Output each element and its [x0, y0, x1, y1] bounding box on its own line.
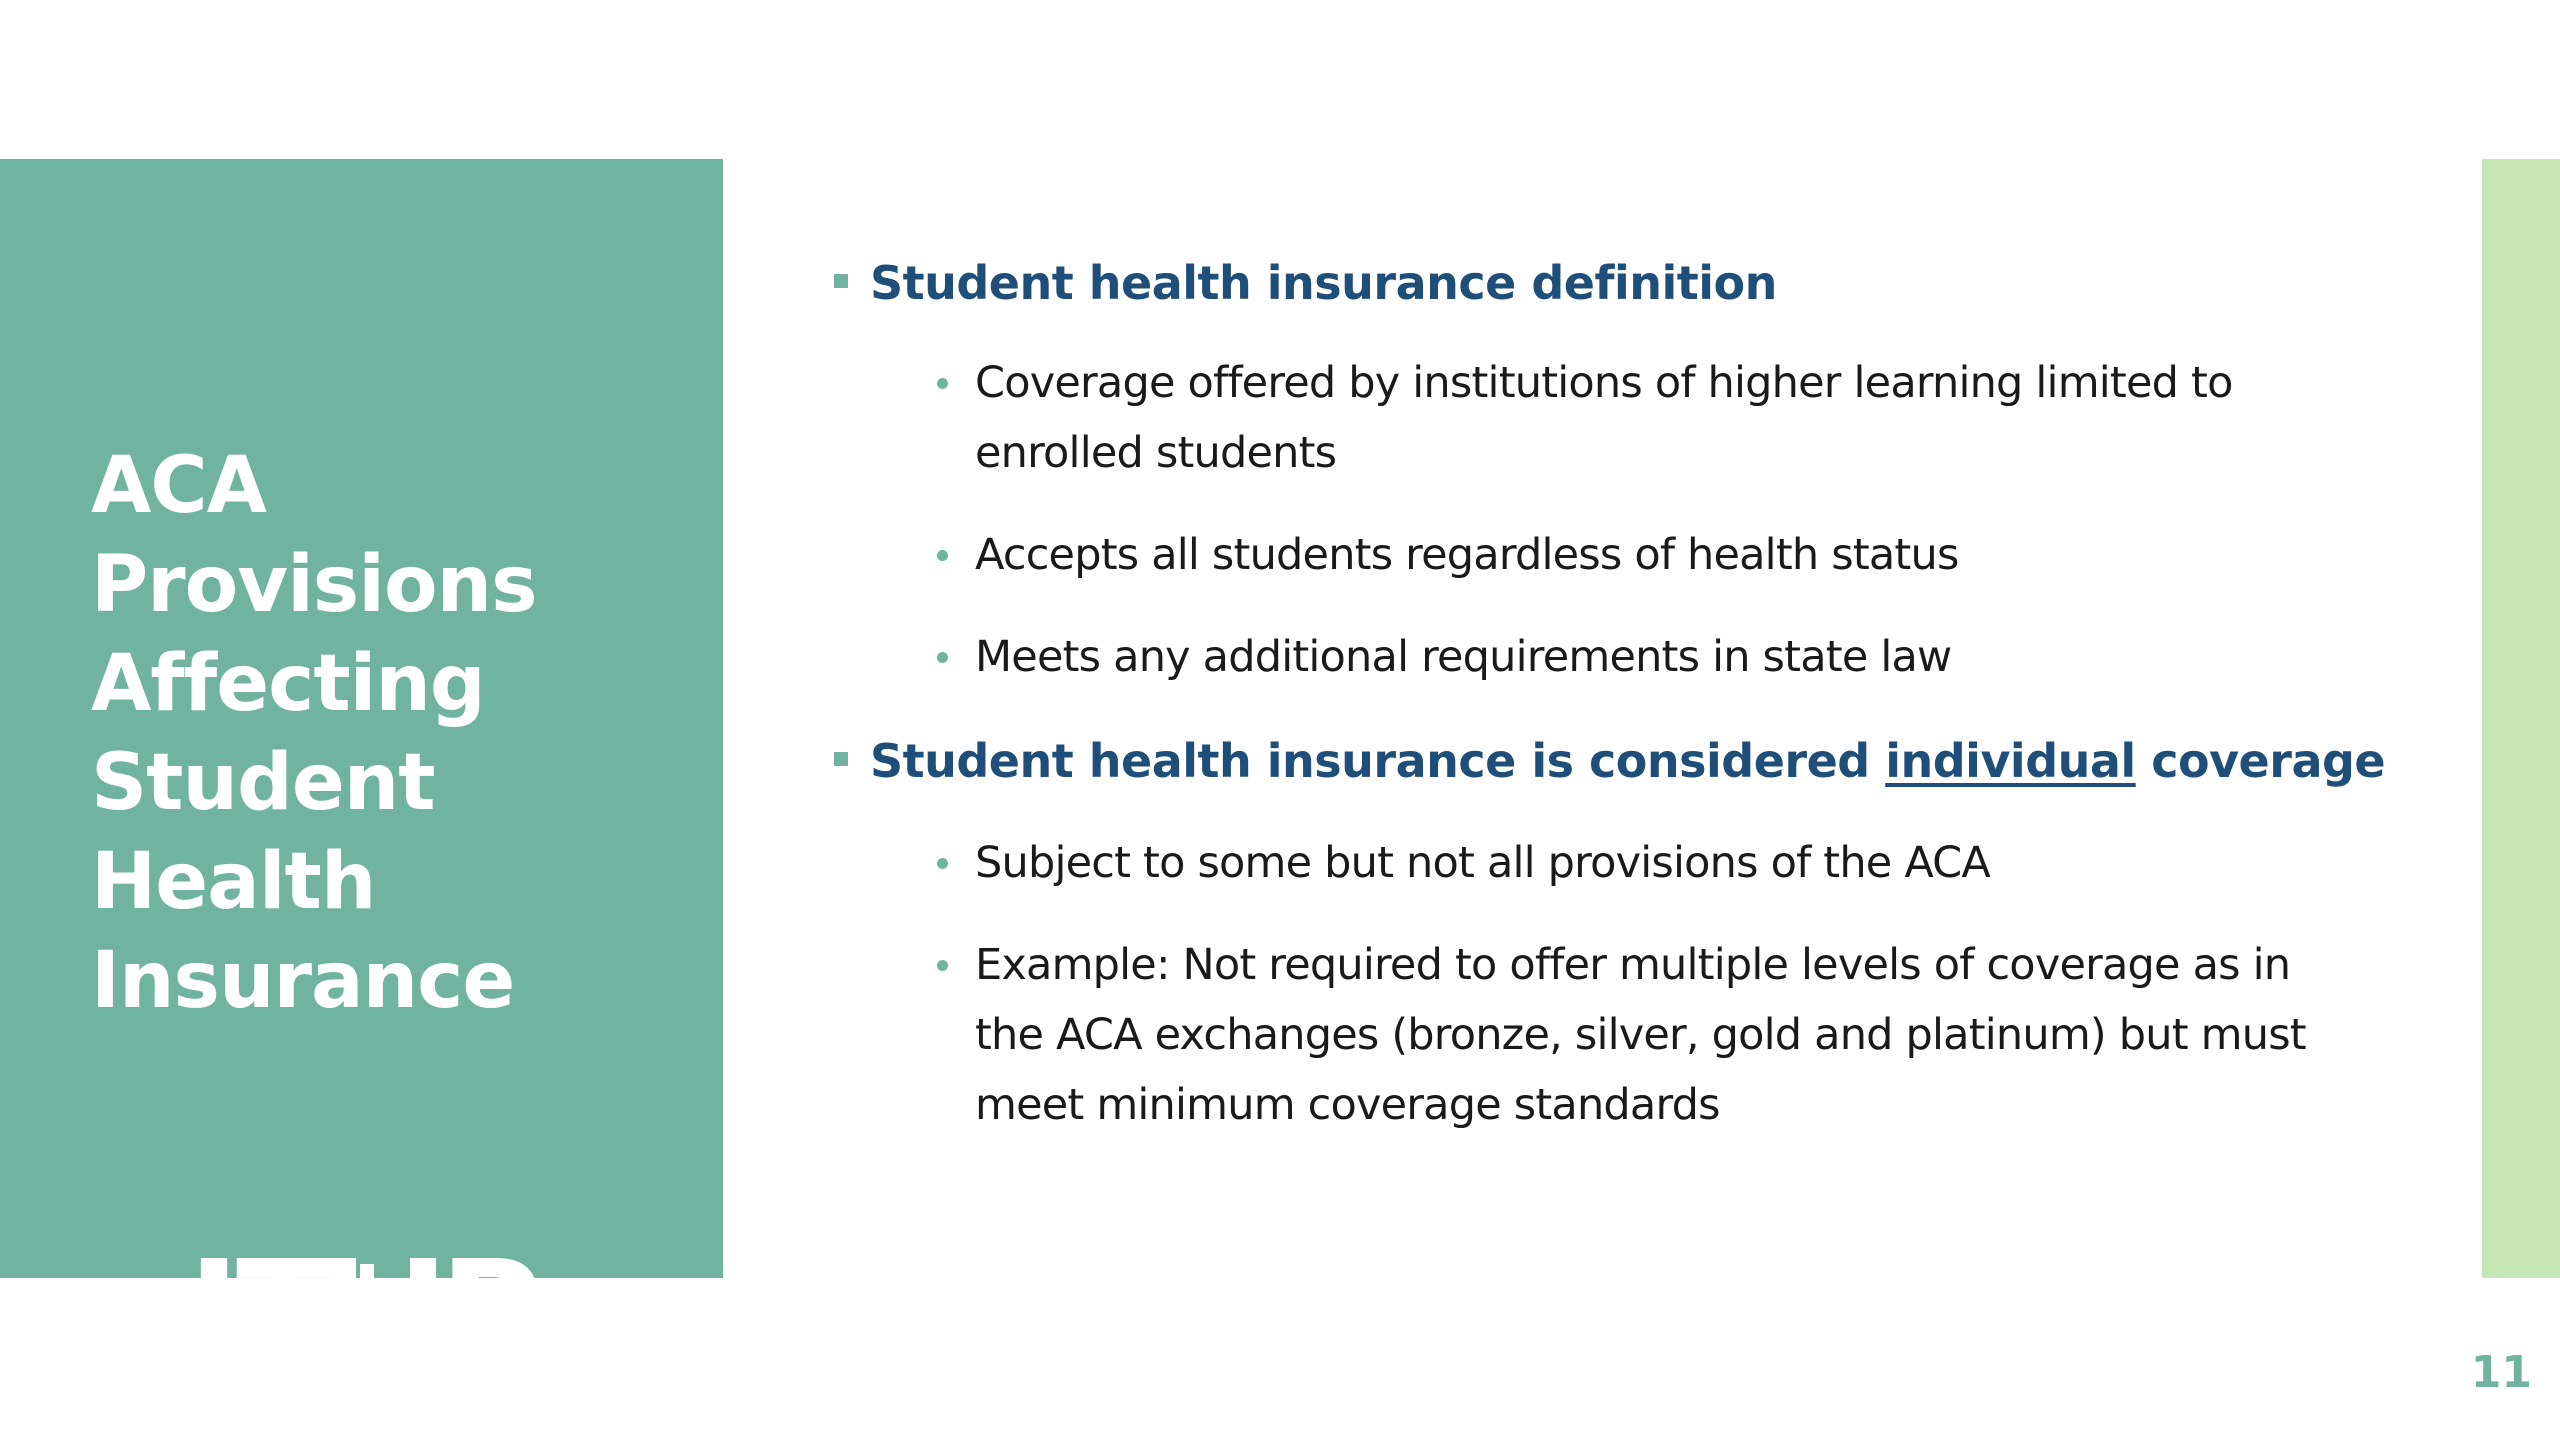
california-u-icon	[330, 1258, 436, 1370]
logo-mark	[188, 1231, 556, 1394]
square-bullet-icon	[834, 752, 848, 766]
sub-bullet	[832, 930, 2322, 1140]
slide-content	[832, 248, 2386, 1140]
square-bullet-icon	[834, 274, 848, 288]
accent-bar	[2482, 159, 2560, 1278]
bullet-heading-text: coverage	[2135, 734, 2386, 788]
sub-bullet	[832, 828, 2322, 898]
logo-letters-left: IT	[188, 1231, 328, 1394]
sub-bullet	[832, 622, 2322, 692]
title-line: Affecting	[91, 639, 485, 729]
page-number: 11	[2470, 1347, 2532, 1398]
dot-bullet-icon	[937, 652, 948, 663]
sub-bullet-text: Coverage offered by institutions of higher learning limited to enrolled students	[975, 358, 2233, 478]
bullet-heading-text: Student health insurance definition	[870, 256, 1777, 310]
dot-bullet-icon	[937, 858, 948, 869]
title-line: Student	[91, 738, 435, 828]
dot-bullet-icon	[937, 378, 948, 389]
title-line: Provisions	[91, 540, 537, 630]
title-line: Health	[91, 837, 376, 927]
bullet-heading	[832, 726, 2386, 796]
sub-bullet	[832, 348, 2322, 488]
itup-logo	[186, 1231, 556, 1424]
slide-title	[91, 437, 691, 1031]
dot-bullet-icon	[937, 550, 948, 561]
dot-bullet-icon	[937, 960, 948, 971]
underlined-word: individual	[1885, 734, 2136, 788]
title-panel	[0, 159, 723, 1420]
bullet-heading	[832, 248, 2322, 318]
title-line: Insurance	[91, 936, 515, 1026]
sub-bullet	[832, 520, 2322, 590]
bullet-heading-text: Student health insurance is considered	[870, 734, 1886, 788]
sub-bullet-text: Subject to some but not all provisions of the ACA	[975, 838, 1991, 888]
title-line: ACA	[91, 441, 266, 531]
logo-letters-right: P	[439, 1231, 539, 1394]
sub-bullet-text: Meets any additional requirements in state law	[975, 632, 1952, 682]
logo-tagline: Insure the Uninsured Project	[186, 1383, 546, 1420]
sub-bullet-text: Accepts all students regardless of health status	[975, 530, 1959, 580]
sub-bullet-text: Example: Not required to offer multiple levels of coverage as in the ACA exchanges (bronze, silver, gold and platinum) but must meet minimum coverage standards	[975, 940, 2306, 1130]
